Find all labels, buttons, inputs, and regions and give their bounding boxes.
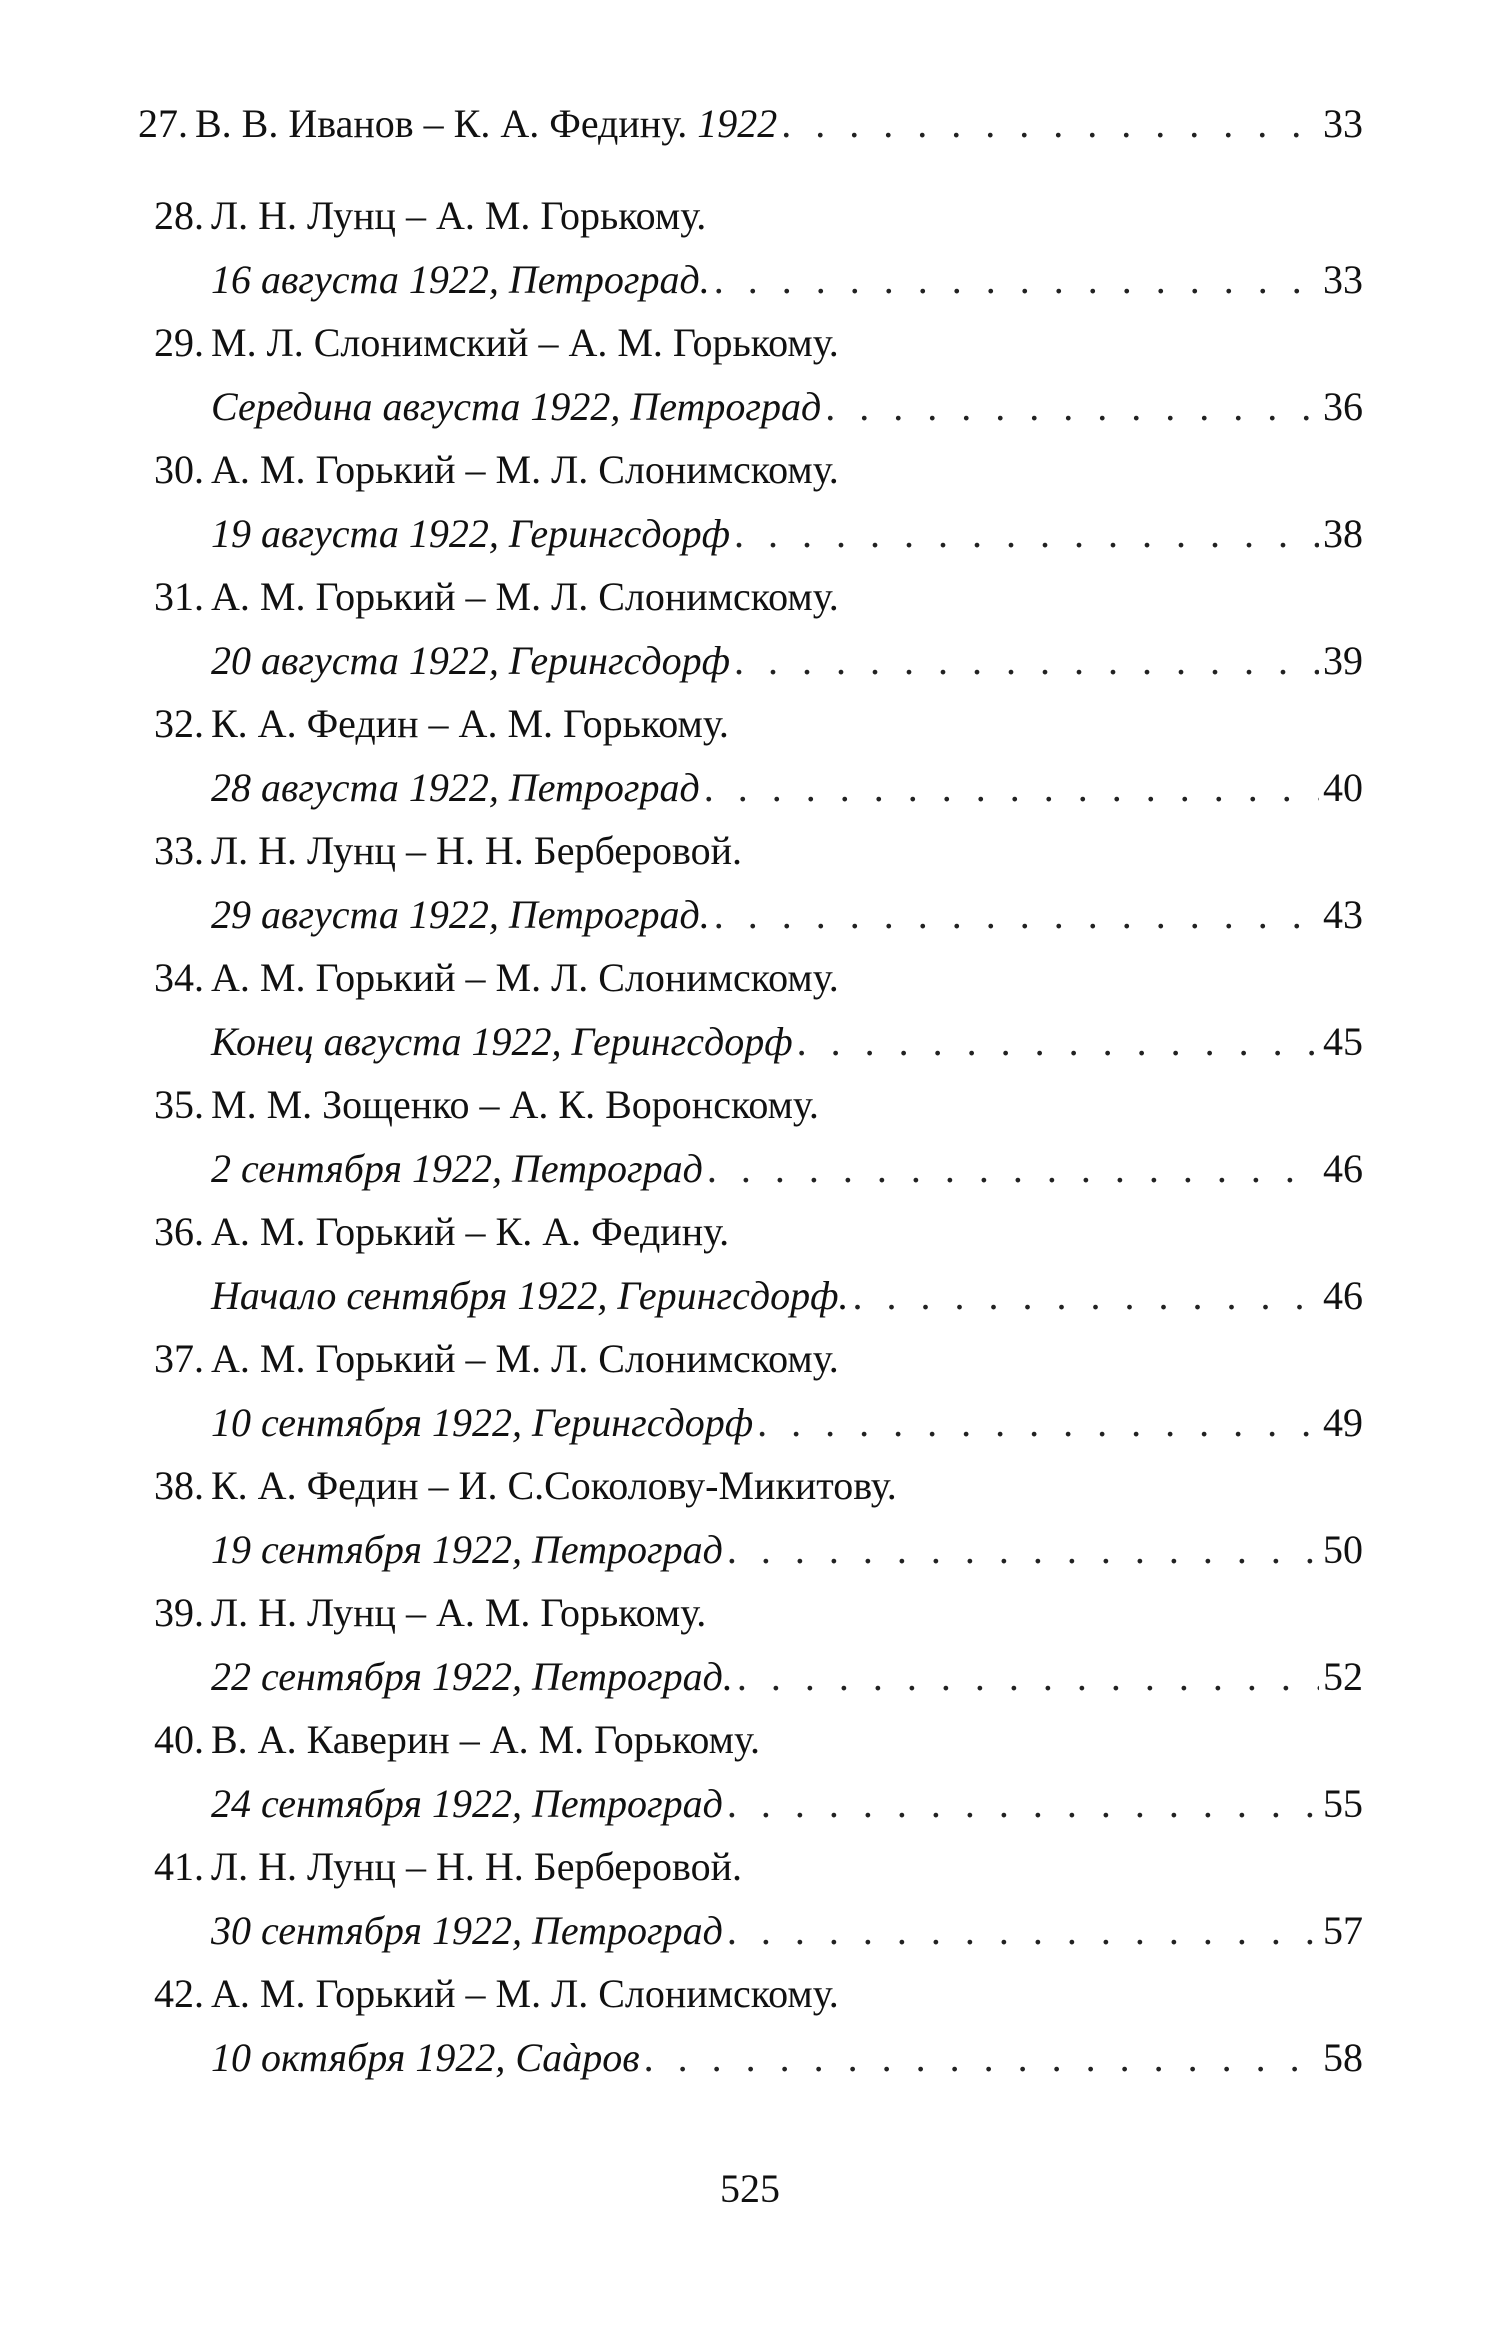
toc-entry-subline — [138, 756, 1363, 820]
entry-number: 27. — [138, 101, 188, 146]
entry-page: 43 — [1323, 892, 1363, 937]
entry-number: 29. — [154, 320, 204, 365]
entry-title: А. М. Горький – М. Л. Слонимскому. — [211, 955, 839, 1000]
toc-entry — [138, 946, 1363, 1073]
page-number: 525 — [720, 2166, 780, 2211]
entry-number: 36. — [154, 1209, 204, 1254]
dot-leader — [734, 629, 1319, 693]
entry-number: 33. — [154, 828, 204, 873]
dot-leader — [727, 1518, 1319, 1582]
entry-page: 45 — [1323, 1019, 1363, 1064]
entry-title: Л. Н. Лунц – Н. Н. Берберовой. — [211, 1844, 743, 1889]
entry-title: А. М. Горький – К. А. Федину. — [211, 1209, 730, 1254]
dot-leader — [704, 756, 1319, 820]
entry-number: 39. — [154, 1590, 204, 1635]
entry-date: 29 августа 1922, Петроград. — [211, 892, 710, 937]
entry-date: 10 сентября 1922, Герингсдорф — [211, 1400, 754, 1445]
entry-title: А. М. Горький – М. Л. Слонимскому. — [211, 447, 839, 492]
entry-page: 57 — [1323, 1908, 1363, 1953]
toc-entry-line — [138, 819, 1363, 883]
entry-page: 49 — [1323, 1400, 1363, 1445]
entry-page: 46 — [1323, 1273, 1363, 1318]
entry-number: 37. — [154, 1336, 204, 1381]
entry-date: 30 сентября 1922, Петроград — [211, 1908, 723, 1953]
toc-entry-subline — [138, 502, 1363, 566]
toc-entry-subline — [138, 1010, 1363, 1074]
toc-entry-line — [138, 1073, 1363, 1137]
entry-page: 55 — [1323, 1781, 1363, 1826]
toc-entry-line — [138, 92, 1363, 156]
toc-entry-subline — [138, 1772, 1363, 1836]
toc-entry — [138, 92, 1363, 184]
dot-leader — [757, 1391, 1319, 1455]
dot-leader — [797, 1010, 1319, 1074]
toc-entry-subline — [138, 1391, 1363, 1455]
entry-number: 42. — [154, 1971, 204, 2016]
table-of-contents — [138, 92, 1363, 2089]
toc-entry-line — [138, 1835, 1363, 1899]
dot-leader — [825, 375, 1319, 439]
toc-entry-subline — [138, 1518, 1363, 1582]
toc-entry — [138, 1200, 1363, 1327]
toc-entry — [138, 1073, 1363, 1200]
entry-date: 22 сентября 1922, Петроград. — [211, 1654, 733, 1699]
dot-leader — [727, 1772, 1319, 1836]
entry-number: 40. — [154, 1717, 204, 1762]
dot-leader — [707, 1137, 1319, 1201]
toc-entry-subline — [138, 1264, 1363, 1328]
toc-entry-line — [138, 692, 1363, 756]
toc-entry-subline — [138, 1645, 1363, 1709]
toc-entry-line — [138, 946, 1363, 1010]
toc-entry — [138, 1454, 1363, 1581]
entry-date: 24 сентября 1922, Петроград — [211, 1781, 723, 1826]
toc-entry-line — [138, 438, 1363, 502]
entry-title: Л. Н. Лунц – А. М. Горькому. — [211, 1590, 707, 1635]
entry-page: 40 — [1323, 765, 1363, 810]
entry-title: В. А. Каверин – А. М. Горькому. — [211, 1717, 760, 1762]
entry-date: 10 октября 1922, Саàров — [211, 2035, 640, 2080]
entry-title: А. М. Горький – М. Л. Слонимскому. — [211, 1971, 839, 2016]
toc-entry-subline — [138, 248, 1363, 312]
toc-entry — [138, 1962, 1363, 2089]
entry-date: 16 августа 1922, Петроград. — [211, 257, 710, 302]
toc-entry — [138, 1708, 1363, 1835]
entry-page: 58 — [1323, 2035, 1363, 2080]
entry-number: 34. — [154, 955, 204, 1000]
entry-date: Конец августа 1922, Герингсдорф — [211, 1019, 793, 1064]
dot-leader — [644, 2026, 1319, 2090]
toc-entry — [138, 438, 1363, 565]
dot-leader — [737, 1645, 1319, 1709]
toc-entry-subline — [138, 629, 1363, 693]
toc-entry — [138, 311, 1363, 438]
dot-leader — [714, 248, 1319, 312]
entry-title: М. М. Зощенко – А. К. Воронскому. — [211, 1082, 819, 1127]
toc-entry — [138, 1581, 1363, 1708]
entry-number: 30. — [154, 447, 204, 492]
entry-date: 19 августа 1922, Герингсдорф — [211, 511, 731, 556]
entry-title: А. М. Горький – М. Л. Слонимскому. — [211, 574, 839, 619]
toc-entry-line — [138, 1454, 1363, 1518]
toc-entry-line — [138, 1327, 1363, 1391]
entry-number: 38. — [154, 1463, 204, 1508]
entry-number: 41. — [154, 1844, 204, 1889]
entry-page: 36 — [1323, 384, 1363, 429]
entry-date: 2 сентября 1922, Петроград — [211, 1146, 703, 1191]
entry-date: 1922 — [697, 101, 778, 146]
entry-page: 52 — [1323, 1654, 1363, 1699]
entry-title: К. А. Федин – И. С.Соколову-Микитову. — [211, 1463, 897, 1508]
entry-title: К. А. Федин – А. М. Горькому. — [211, 701, 729, 746]
toc-entry-line — [138, 184, 1363, 248]
toc-entry-line — [138, 1200, 1363, 1264]
toc-entry-subline — [138, 2026, 1363, 2090]
entry-date: 28 августа 1922, Петроград — [211, 765, 700, 810]
entry-title: А. М. Горький – М. Л. Слонимскому. — [211, 1336, 839, 1381]
entry-number: 35. — [154, 1082, 204, 1127]
toc-entry-subline — [138, 1137, 1363, 1201]
toc-entry — [138, 692, 1363, 819]
entry-page: 50 — [1323, 1527, 1363, 1572]
entry-page: 39 — [1323, 638, 1363, 683]
toc-entry-subline — [138, 375, 1363, 439]
toc-entry-line — [138, 311, 1363, 375]
dot-leader — [714, 883, 1319, 947]
entry-date: 19 сентября 1922, Петроград — [211, 1527, 723, 1572]
entry-number: 31. — [154, 574, 204, 619]
entry-page: 33 — [1323, 101, 1363, 146]
toc-entry-subline — [138, 883, 1363, 947]
dot-leader — [853, 1264, 1320, 1328]
entry-page: 38 — [1323, 511, 1363, 556]
toc-entry-line — [138, 1962, 1363, 2026]
entry-date: Начало сентября 1922, Герингсдорф. — [211, 1273, 849, 1318]
entry-title: М. Л. Слонимский – А. М. Горькому. — [211, 320, 839, 365]
toc-entry-subline — [138, 1899, 1363, 1963]
toc-entry-line — [138, 1708, 1363, 1772]
dot-leader — [781, 92, 1319, 156]
entry-date: 20 августа 1922, Герингсдорф — [211, 638, 731, 683]
entry-title: В. В. Иванов – К. А. Федину. — [195, 101, 688, 146]
toc-entry — [138, 184, 1363, 311]
toc-entry — [138, 565, 1363, 692]
toc-entry — [138, 819, 1363, 946]
entry-date: Середина августа 1922, Петроград — [211, 384, 822, 429]
entry-page: 33 — [1323, 257, 1363, 302]
dot-leader — [734, 502, 1319, 566]
entry-title: Л. Н. Лунц – А. М. Горькому. — [211, 193, 707, 238]
entry-number: 32. — [154, 701, 204, 746]
toc-entry-line — [138, 1581, 1363, 1645]
entry-number: 28. — [154, 193, 204, 238]
toc-entry — [138, 1835, 1363, 1962]
toc-entry — [138, 1327, 1363, 1454]
dot-leader — [727, 1899, 1319, 1963]
toc-entry-line — [138, 565, 1363, 629]
entry-title: Л. Н. Лунц – Н. Н. Берберовой. — [211, 828, 743, 873]
entry-page: 46 — [1323, 1146, 1363, 1191]
